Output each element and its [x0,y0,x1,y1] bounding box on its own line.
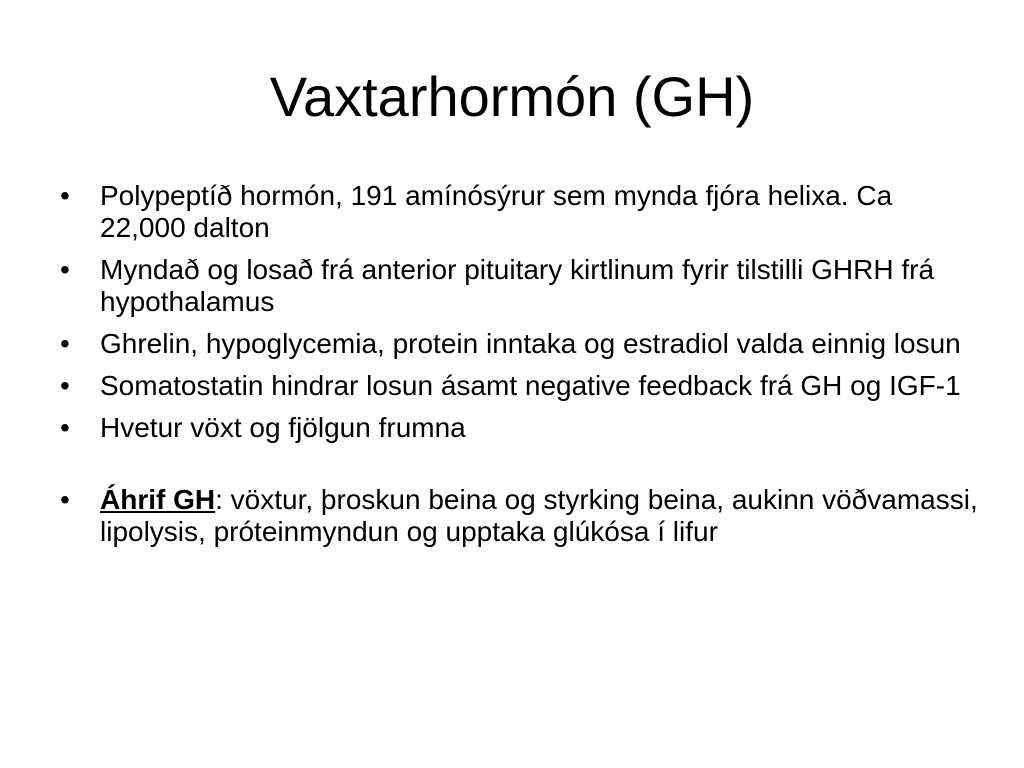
bullet-item [58,412,978,444]
bullet-text: Myndað og losað frá anterior pituitary kirtlinum fyrir tilstilli GHRH frá hypothalamus [100,254,935,317]
bullet-item [58,180,978,244]
bullet-text: Ghrelin, hypoglycemia, protein inntaka og estradiol valda einnig losun [100,328,961,359]
effects-label: Áhrif GH [100,484,216,515]
bullet-list [58,180,978,558]
bullet-dot-icon: • [60,484,70,515]
bullet-item [58,370,978,402]
bullet-dot-icon: • [60,254,70,285]
bullet-dot-icon: • [60,412,70,443]
effects-text: : vöxtur, þroskun beina og styrking beina, aukinn vöðvamassi, lipolysis, próteinmyndun og upptaka glúkósa í lifur [100,484,978,547]
slide-title: Vaxtarhormón (GH) [269,65,755,128]
bullet-item [58,254,978,318]
bullet-text: Somatostatin hindrar losun ásamt negative feedback frá GH og IGF-1 [100,370,961,401]
bullet-text: Hvetur vöxt og fjölgun frumna [100,412,466,443]
bullet-dot-icon: • [60,328,70,359]
bullet-dot-icon: • [60,180,70,211]
bullet-text: Polypeptíð hormón, 191 amínósýrur sem mynda fjóra helixa. Ca 22,000 dalton [100,180,893,243]
bullet-item [58,328,978,360]
bullet-item-effects [58,484,978,548]
bullet-dot-icon: • [60,370,70,401]
